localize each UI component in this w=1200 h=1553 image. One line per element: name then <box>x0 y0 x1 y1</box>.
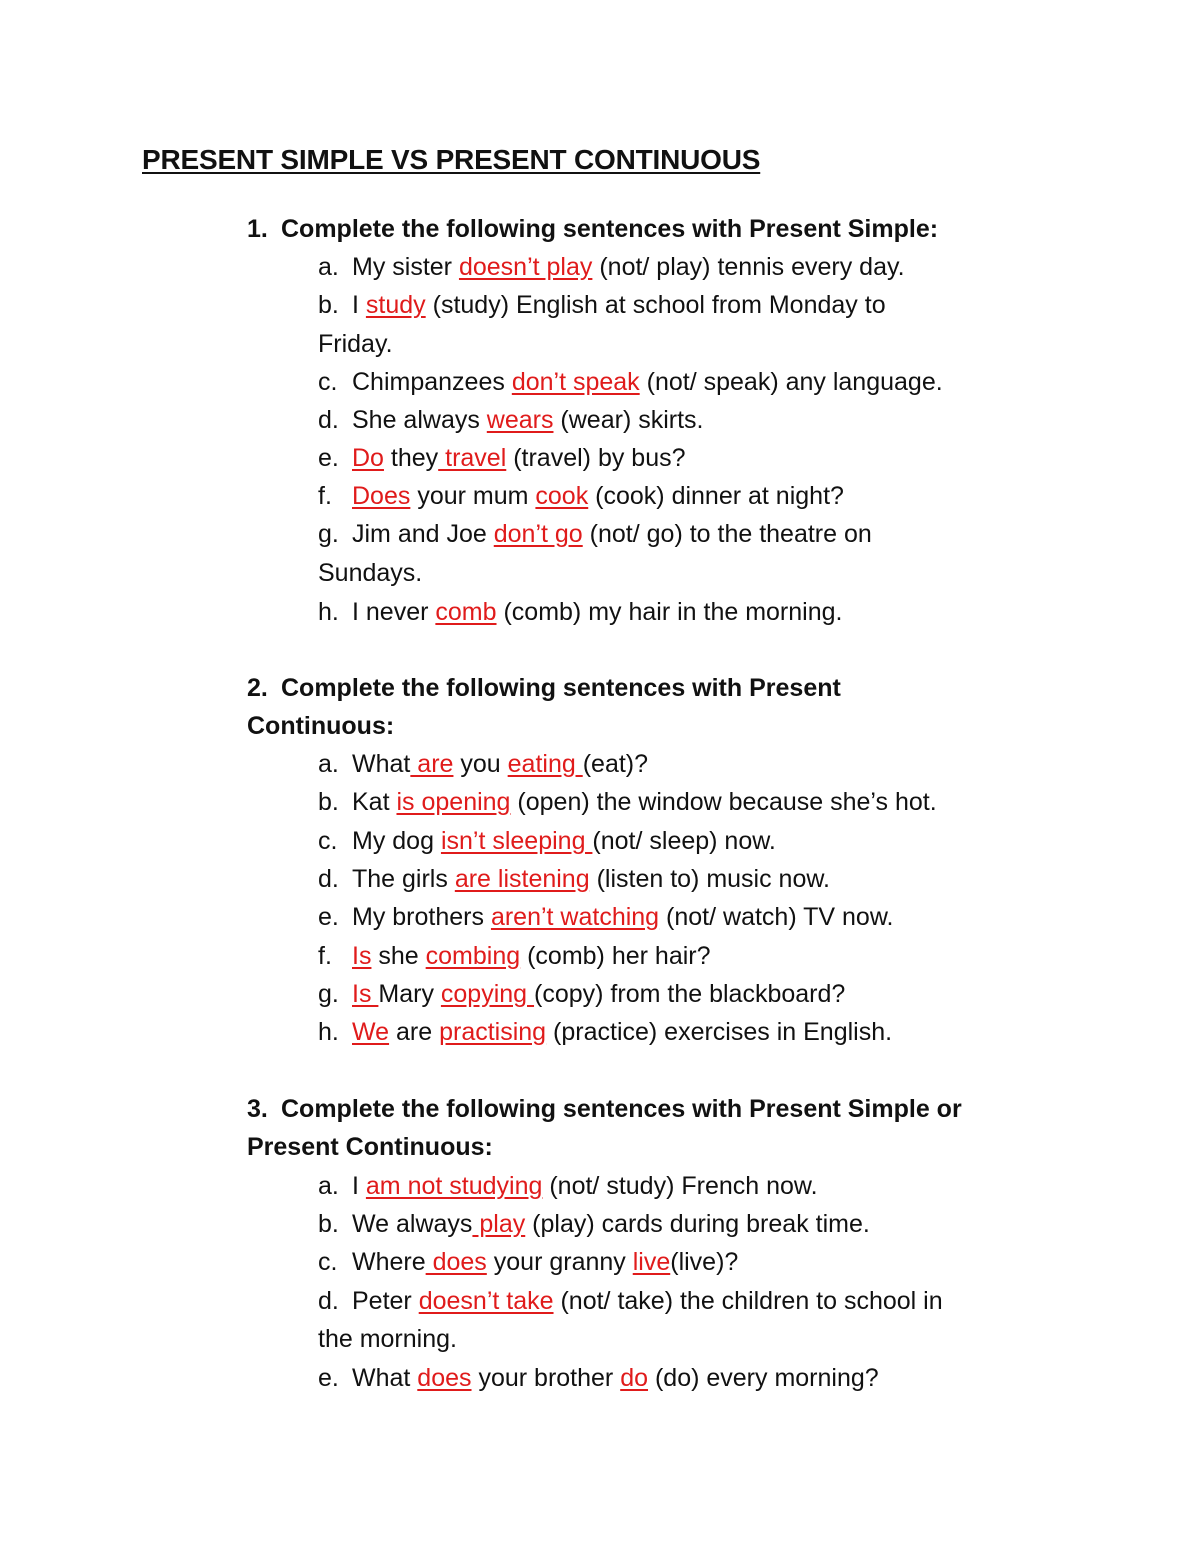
item-text: She always <box>352 406 487 434</box>
item-letter: e. <box>318 444 339 472</box>
item-letter: f. <box>318 482 332 510</box>
list-item <box>318 975 845 1013</box>
section-2-number: 2. <box>247 674 268 702</box>
list-item <box>318 822 776 860</box>
item-text: (not/ take) the children to school in <box>553 1287 943 1315</box>
list-item <box>318 1282 943 1320</box>
answer: are <box>410 750 454 778</box>
item-text: Where <box>352 1248 426 1276</box>
item-letter: c. <box>318 827 338 855</box>
section-2-heading-continuation: Continuous: <box>247 712 395 740</box>
item-text: I <box>352 291 366 319</box>
item-letter: c. <box>318 368 338 396</box>
list-item <box>318 515 872 553</box>
item-letter: d. <box>318 865 339 893</box>
answer: is opening <box>396 788 511 816</box>
section-3-heading-text: Complete the following sentences with Present Simple or <box>281 1095 962 1123</box>
answer: does <box>425 1248 487 1276</box>
item-text: your brother <box>471 1364 621 1392</box>
item-letter: f. <box>318 942 332 970</box>
section-1-heading <box>247 210 938 248</box>
item-letter: a. <box>318 253 339 281</box>
item-text: (not/ watch) TV now. <box>659 903 894 931</box>
answer: study <box>365 291 426 319</box>
answer: practising <box>439 1018 547 1046</box>
answer: Does <box>352 482 411 510</box>
item-text: Mary <box>378 980 441 1008</box>
item-text: (comb) her hair? <box>520 942 711 970</box>
item-text: they <box>383 444 439 472</box>
section-3-heading <box>247 1090 962 1128</box>
answer: am not studying <box>365 1172 543 1200</box>
answer: travel <box>438 444 507 472</box>
item-text: (not/ study) French now. <box>542 1172 818 1200</box>
item-letter: e. <box>318 903 339 931</box>
answer: eating <box>507 750 583 778</box>
item-letter: b. <box>318 1210 339 1238</box>
item-text: The girls <box>352 865 455 893</box>
answer: wears <box>486 406 554 434</box>
item-letter: g. <box>318 520 339 548</box>
item-text: (live)? <box>670 1248 739 1276</box>
item-text: (open) the window because she’s hot. <box>510 788 937 816</box>
list-item <box>318 248 905 286</box>
list-item <box>318 1167 818 1205</box>
item-text: (not/ sleep) now. <box>592 827 776 855</box>
item-text: (cook) dinner at night? <box>588 482 844 510</box>
answer: Is <box>352 980 379 1008</box>
item-letter: c. <box>318 1248 338 1276</box>
item-text: you <box>453 750 508 778</box>
list-item <box>318 439 686 477</box>
item-text: (not/ speak) any language. <box>639 368 943 396</box>
section-1-heading-text: Complete the following sentences with Present Simple: <box>281 215 939 243</box>
item-letter: h. <box>318 1018 339 1046</box>
item-letter: d. <box>318 406 339 434</box>
list-item <box>318 477 844 515</box>
answer: live <box>632 1248 671 1276</box>
item-letter: a. <box>318 1172 339 1200</box>
item-text: your granny <box>486 1248 633 1276</box>
section-1-number: 1. <box>247 215 268 243</box>
list-item <box>318 1243 738 1281</box>
item-text: (wear) skirts. <box>553 406 704 434</box>
item-text: (study) English at school from Monday to <box>425 291 886 319</box>
list-item <box>318 745 648 783</box>
answer: copying <box>440 980 535 1008</box>
item-text: (do) every morning? <box>648 1364 879 1392</box>
item-text: What <box>352 1364 418 1392</box>
answer: don’t go <box>493 520 583 548</box>
answer: do <box>620 1364 649 1392</box>
item-letter: g. <box>318 980 339 1008</box>
list-item <box>318 898 893 936</box>
list-item <box>318 363 943 401</box>
item-text: I <box>352 1172 366 1200</box>
item-text: (practice) exercises in English. <box>546 1018 893 1046</box>
list-item <box>318 593 842 631</box>
answer: isn’t sleeping <box>440 827 593 855</box>
section-3-number: 3. <box>247 1095 268 1123</box>
item-text: (eat)? <box>582 750 649 778</box>
list-item <box>318 1013 892 1051</box>
item-text: she <box>371 942 426 970</box>
item-letter: d. <box>318 1287 339 1315</box>
item-text: (copy) from the blackboard? <box>534 980 846 1008</box>
item-text: Kat <box>352 788 397 816</box>
list-item <box>318 783 937 821</box>
answer: play <box>472 1210 526 1238</box>
answer: doesn’t take <box>418 1287 554 1315</box>
item-text: What <box>352 750 411 778</box>
list-item <box>318 1359 879 1397</box>
answer: cook <box>535 482 589 510</box>
item-letter: e. <box>318 1364 339 1392</box>
answer: does <box>417 1364 472 1392</box>
page-title: PRESENT SIMPLE VS PRESENT CONTINUOUS <box>142 144 761 175</box>
list-item <box>318 860 830 898</box>
list-item-continuation: the morning. <box>318 1325 457 1353</box>
item-text: (not/ play) tennis every day. <box>592 253 905 281</box>
list-item <box>318 286 886 324</box>
list-item <box>318 937 711 975</box>
item-letter: a. <box>318 750 339 778</box>
answer: Do <box>352 444 384 472</box>
item-text: (play) cards during break time. <box>525 1210 870 1238</box>
item-letter: h. <box>318 598 339 626</box>
item-text: My dog <box>352 827 441 855</box>
item-letter: b. <box>318 291 339 319</box>
list-item-continuation: Sundays. <box>318 559 423 587</box>
item-text: are <box>389 1018 440 1046</box>
section-2-heading-text: Complete the following sentences with Present <box>281 674 841 702</box>
item-text: Chimpanzees <box>352 368 512 396</box>
list-item-continuation: Friday. <box>318 330 393 358</box>
list-item <box>318 401 703 439</box>
item-text: (not/ go) to the theatre on <box>582 520 872 548</box>
answer: aren’t watching <box>490 903 660 931</box>
item-text: (comb) my hair in the morning. <box>496 598 843 626</box>
item-text: Peter <box>352 1287 419 1315</box>
item-text: (listen to) music now. <box>589 865 830 893</box>
item-text: I never <box>352 598 436 626</box>
answer: doesn’t play <box>458 253 593 281</box>
item-letter: b. <box>318 788 339 816</box>
list-item <box>318 1205 870 1243</box>
section-2-heading <box>247 669 841 707</box>
answer: We <box>352 1018 390 1046</box>
answer: comb <box>435 598 497 626</box>
item-text: Jim and Joe <box>352 520 494 548</box>
answer: Is <box>352 942 372 970</box>
item-text: We always <box>352 1210 473 1238</box>
item-text: your mum <box>410 482 536 510</box>
answer: don’t speak <box>511 368 640 396</box>
item-text: My brothers <box>352 903 491 931</box>
item-text: My sister <box>352 253 459 281</box>
section-3-heading-continuation: Present Continuous: <box>247 1133 493 1161</box>
item-text: (travel) by bus? <box>506 444 686 472</box>
answer: are listening <box>454 865 590 893</box>
answer: combing <box>425 942 521 970</box>
